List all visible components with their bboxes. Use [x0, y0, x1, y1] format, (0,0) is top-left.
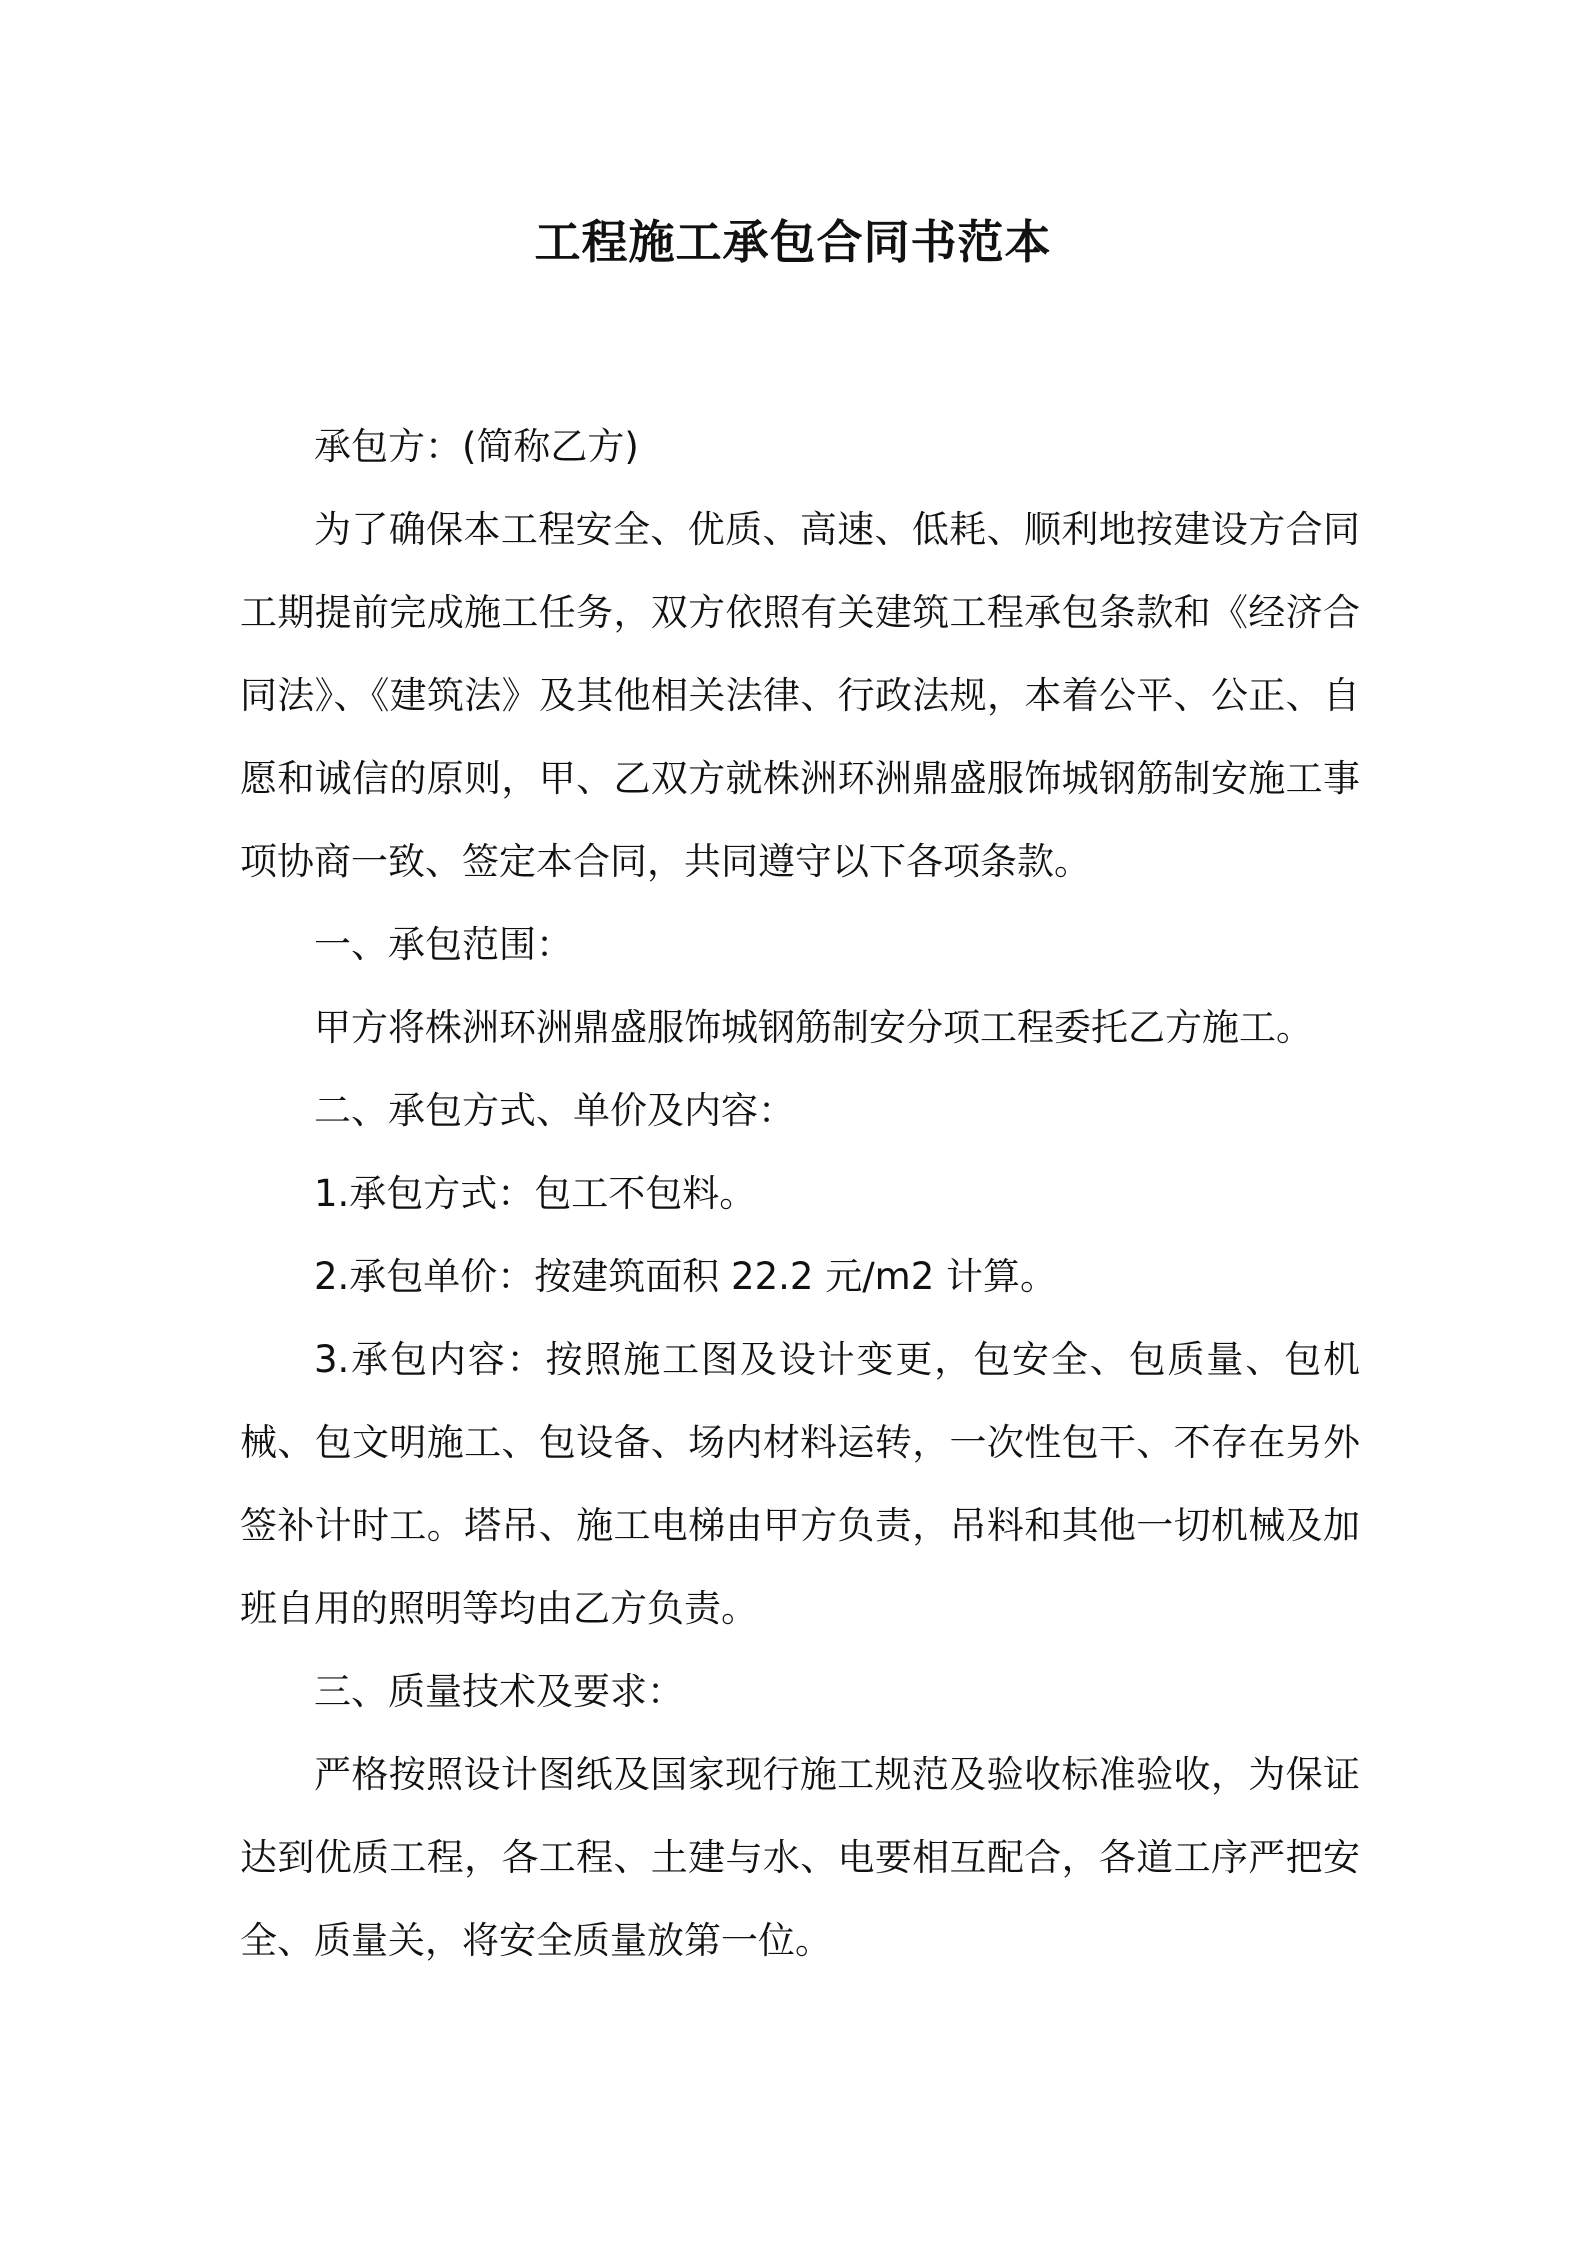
paragraph-preamble: 为了确保本工程安全、优质、高速、低耗、顺利地按建设方合同工期提前完成施工任务，双方依照有关建筑工程承包条款和《经济合同法》、《建筑法》及其他相关法律、行政法规，本着公平、公正、自愿和诚信的原则，甲、乙双方就株洲环洲鼎盛服饰城钢筋制安施工事项协商一致、签定本合同，共同遵守以下各项条款。 [240, 508, 1360, 883]
paragraph-unit-price: 2.承包单价：按建筑面积 22.2 元/m2 计算。 [314, 1255, 1058, 1298]
document-body [240, 405, 1360, 1982]
document-title: 工程施工承包合同书范本 [534, 215, 1052, 269]
section-heading-scope: 一、承包范围： [314, 923, 573, 966]
section-heading-method: 二、承包方式、单价及内容： [314, 1089, 795, 1132]
paragraph-contractor: 承包方：(简称乙方) [314, 425, 639, 468]
paragraph-method: 1.承包方式：包工不包料。 [314, 1172, 757, 1215]
paragraph-scope: 甲方将株洲环洲鼎盛服饰城钢筋制安分项工程委托乙方施工。 [314, 1006, 1313, 1049]
section-heading-quality: 三、质量技术及要求： [314, 1670, 684, 1713]
paragraph-content: 3.承包内容：按照施工图及设计变更，包安全、包质量、包机械、包文明施工、包设备、场内材料运转，一次性包干、不存在另外签补计时工。塔吊、施工电梯由甲方负责，吊料和其他一切机械及加班自用的照明等均由乙方负责。 [240, 1338, 1360, 1630]
paragraph-quality: 严格按照设计图纸及国家现行施工规范及验收标准验收，为保证达到优质工程，各工程、土建与水、电要相互配合，各道工序严把安全、质量关，将安全质量放第一位。 [240, 1753, 1360, 1962]
